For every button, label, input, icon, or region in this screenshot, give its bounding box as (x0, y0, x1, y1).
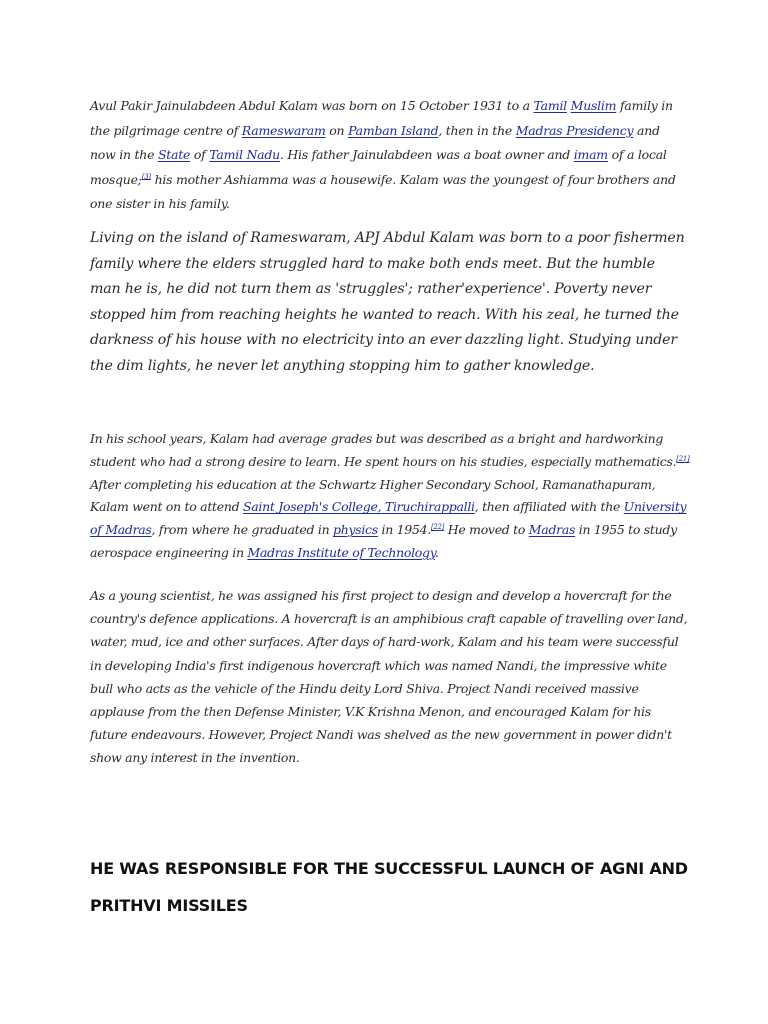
link-madras-presidency[interactable]: Madras Presidency (515, 122, 634, 138)
link-state[interactable]: State (157, 147, 191, 162)
link-tamil-nadu[interactable]: Tamil Nadu (209, 147, 280, 162)
text-run: In his school years, Kalam had average grades but was described as a bright and hardworking student who had a strong desire to learn. He spent hours on his studies, especially mathematics. (90, 431, 677, 469)
link-physics[interactable]: physics (333, 522, 378, 538)
text-run: on (325, 122, 349, 138)
text-run: from the then Defense Minister, (144, 704, 345, 720)
text-run: Avul Pakir Jainulabdeen Abdul Kalam was born on 15 October 1931 to a (90, 98, 534, 113)
link-university-of-madras[interactable]: University of Madras (90, 499, 687, 538)
link-tamil[interactable]: Tamil (533, 98, 567, 113)
text-run: After completing his education at the Schwartz Higher Secondary School, Ramanathapuram, Kalam went on to attend (90, 476, 656, 515)
link-muslim[interactable]: Muslim (570, 98, 617, 113)
text-run: , then in the (438, 122, 516, 138)
emphasis-nandi: Nandi (496, 657, 534, 673)
emphasis-massive-applause: massive applause (90, 680, 639, 720)
emphasis-hovercraft: hovercraft (564, 588, 628, 603)
text-run: , the impressive white bull who acts as the vehicle of the Hindu deity Lord Shiva. Project Nandi received (90, 657, 667, 696)
citation-ref[interactable]: [22] (430, 523, 445, 532)
text-run: of a local mosque; (90, 147, 667, 187)
text-run: his mother Ashiamma was a housewife. Kalam was the youngest of four brothers and one sister in his family. (90, 171, 676, 211)
text-run: which was named (380, 657, 497, 673)
link-madras[interactable]: Madras (528, 522, 576, 538)
text-run: family in the pilgrimage centre of (90, 98, 673, 138)
link-pamban-island[interactable]: Pamban Island (348, 122, 439, 138)
emphasis-amphibious-craft: amphibious craft (392, 611, 496, 627)
section-heading: HE WAS RESPONSIBLE FOR THE SUCCESSFUL LAUNCH OF AGNI AND PRITHVI MISSILES (90, 859, 688, 915)
text-run: capable of travelling over land, water, mud, ice and other surfaces. After days of hard-work, Kalam and his team were successful in developing (90, 611, 688, 673)
link-imam[interactable]: imam (573, 147, 608, 162)
text-run: in 1954. (377, 522, 431, 538)
link-saint-josephs-college[interactable]: Saint Joseph's College, Tiruchirappalli (243, 499, 475, 515)
text-run: , then affiliated with the (474, 499, 624, 515)
paragraph-birth (90, 94, 680, 217)
text-run: and now in the (90, 122, 660, 162)
text-run: , from where he graduated in (151, 522, 333, 538)
text-run: As a young scientist, he was assigned his first project to design and develop a (90, 588, 565, 603)
emphasis-krishna-menon: V.K Krishna Menon (344, 704, 461, 720)
paragraph-education (90, 428, 690, 565)
citation-ref[interactable]: [21] (676, 454, 690, 463)
paragraph-hovercraft (90, 584, 690, 770)
text-run: He moved to (444, 522, 529, 538)
link-madras-institute-of-technology[interactable]: Madras Institute of Technology (247, 544, 435, 560)
paragraph-childhood: Living on the island of Rameswaram, APJ Abdul Kalam was born to a poor fishermen family where the elders struggled hard to make both ends meet. But the humble man he is, he did not turn them as 'struggles'; rather'experience'. Poverty never stopped him from reaching heights he wanted to reach. With his zeal, he turned the darkness of his house with no electricity into an ever dazzling light. Studying under the dim lights, he never let anything stopping him to gather knowledge. (90, 230, 685, 374)
text-run: . His father Jainulabdeen was a boat owner and (279, 147, 574, 162)
text-run: . (434, 544, 439, 560)
link-rameswaram[interactable]: Rameswaram (241, 122, 326, 138)
emphasis-first-indigenous-hovercraft: India's first indigenous hovercraft (175, 657, 381, 673)
citation-ref[interactable]: [3] (141, 172, 151, 181)
text-run: for the country's defence applications. A hovercraft is an (90, 588, 672, 627)
text-run: , and encouraged Kalam for his future endeavours. However, Project Nandi was shelved as the new government in power didn't show any interest in the invention. (90, 704, 672, 766)
text-run: in 1955 to study aerospace engineering in (90, 522, 677, 560)
text-run: of (190, 147, 210, 162)
